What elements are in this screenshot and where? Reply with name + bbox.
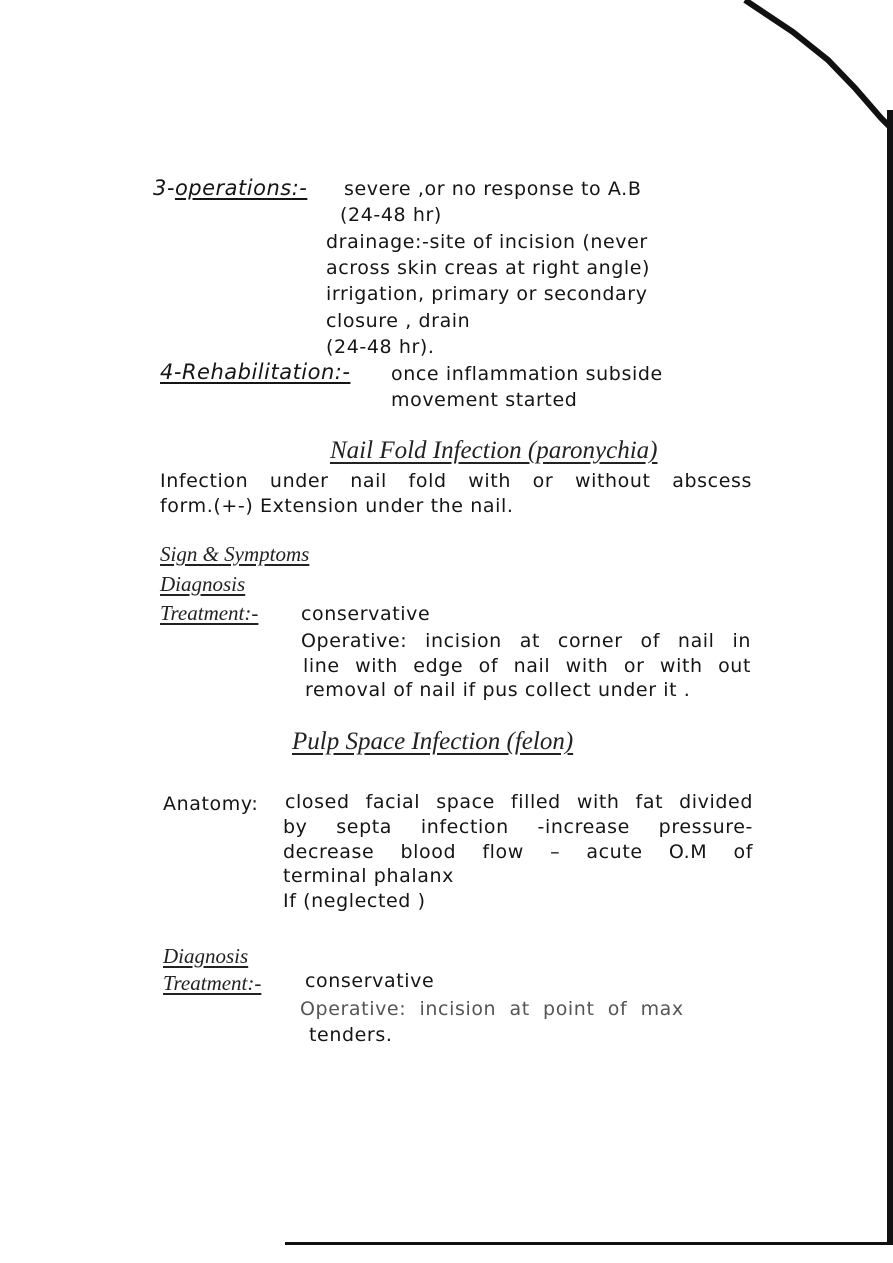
- operations-line-5: irrigation, primary or secondary: [326, 283, 648, 305]
- pulp-anatomy-line-5: If (neglected ): [283, 890, 426, 912]
- pulp-anatomy-line-3: decrease blood flow – acute O.M of: [283, 841, 753, 863]
- scan-corner-shadow: [733, 0, 893, 130]
- pulp-treatment-conservative: conservative: [305, 970, 435, 992]
- nail-fold-treatment-conservative: conservative: [301, 603, 431, 625]
- nail-fold-line-1: Infection under nail fold with or without abscess: [160, 470, 752, 492]
- operations-line-1: severe ,or no response to A.B: [344, 178, 642, 200]
- pulp-operative-1: Operative: incision at point of max: [300, 998, 684, 1020]
- nail-fold-line-2: form.(+-) Extension under the nail.: [160, 495, 514, 517]
- pulp-anatomy-line-2: by septa infection -increase pressure-: [283, 816, 753, 838]
- nail-fold-operative-3: removal of nail if pus collect under it .: [305, 679, 691, 701]
- pulp-diagnosis: Diagnosis: [163, 944, 249, 968]
- pulp-anatomy-label: Anatomy:: [163, 793, 259, 815]
- nail-fold-sign-symptoms: Sign & Symptoms: [160, 542, 310, 566]
- scan-bottom-edge: [285, 1242, 893, 1245]
- operations-line-6: closure , drain: [326, 310, 471, 332]
- pulp-space-title: Pulp Space Infection (felon): [292, 728, 574, 755]
- nail-fold-treatment-label: Treatment:-: [160, 601, 259, 625]
- rehabilitation-line-2: movement started: [391, 389, 578, 411]
- nail-fold-title: Nail Fold Infection (paronychia): [330, 437, 658, 464]
- rehabilitation-label: 4-Rehabilitation:-: [160, 360, 351, 384]
- operations-line-7: (24-48 hr).: [326, 336, 435, 358]
- operations-line-2: (24-48 hr): [340, 204, 442, 226]
- nail-fold-diagnosis: Diagnosis: [160, 572, 246, 596]
- operations-label: operations:-: [174, 176, 308, 200]
- operations-number: 3-operations:-: [153, 176, 308, 200]
- scan-right-edge: [887, 110, 893, 1243]
- nail-fold-operative-2: line with edge of nail with or with out: [303, 655, 751, 677]
- pulp-anatomy-line-1: closed facial space filled with fat divided: [285, 791, 753, 813]
- pulp-anatomy-line-4: terminal phalanx: [283, 865, 454, 887]
- operations-line-3: drainage:-site of incision (never: [326, 231, 648, 253]
- pulp-treatment-label: Treatment:-: [163, 971, 262, 995]
- pulp-operative-2: tenders.: [309, 1024, 393, 1046]
- nail-fold-operative-1: Operative: incision at corner of nail in: [301, 630, 751, 652]
- operations-line-4: across skin creas at right angle): [326, 257, 651, 279]
- rehabilitation-line-1: once inflammation subside: [391, 363, 663, 385]
